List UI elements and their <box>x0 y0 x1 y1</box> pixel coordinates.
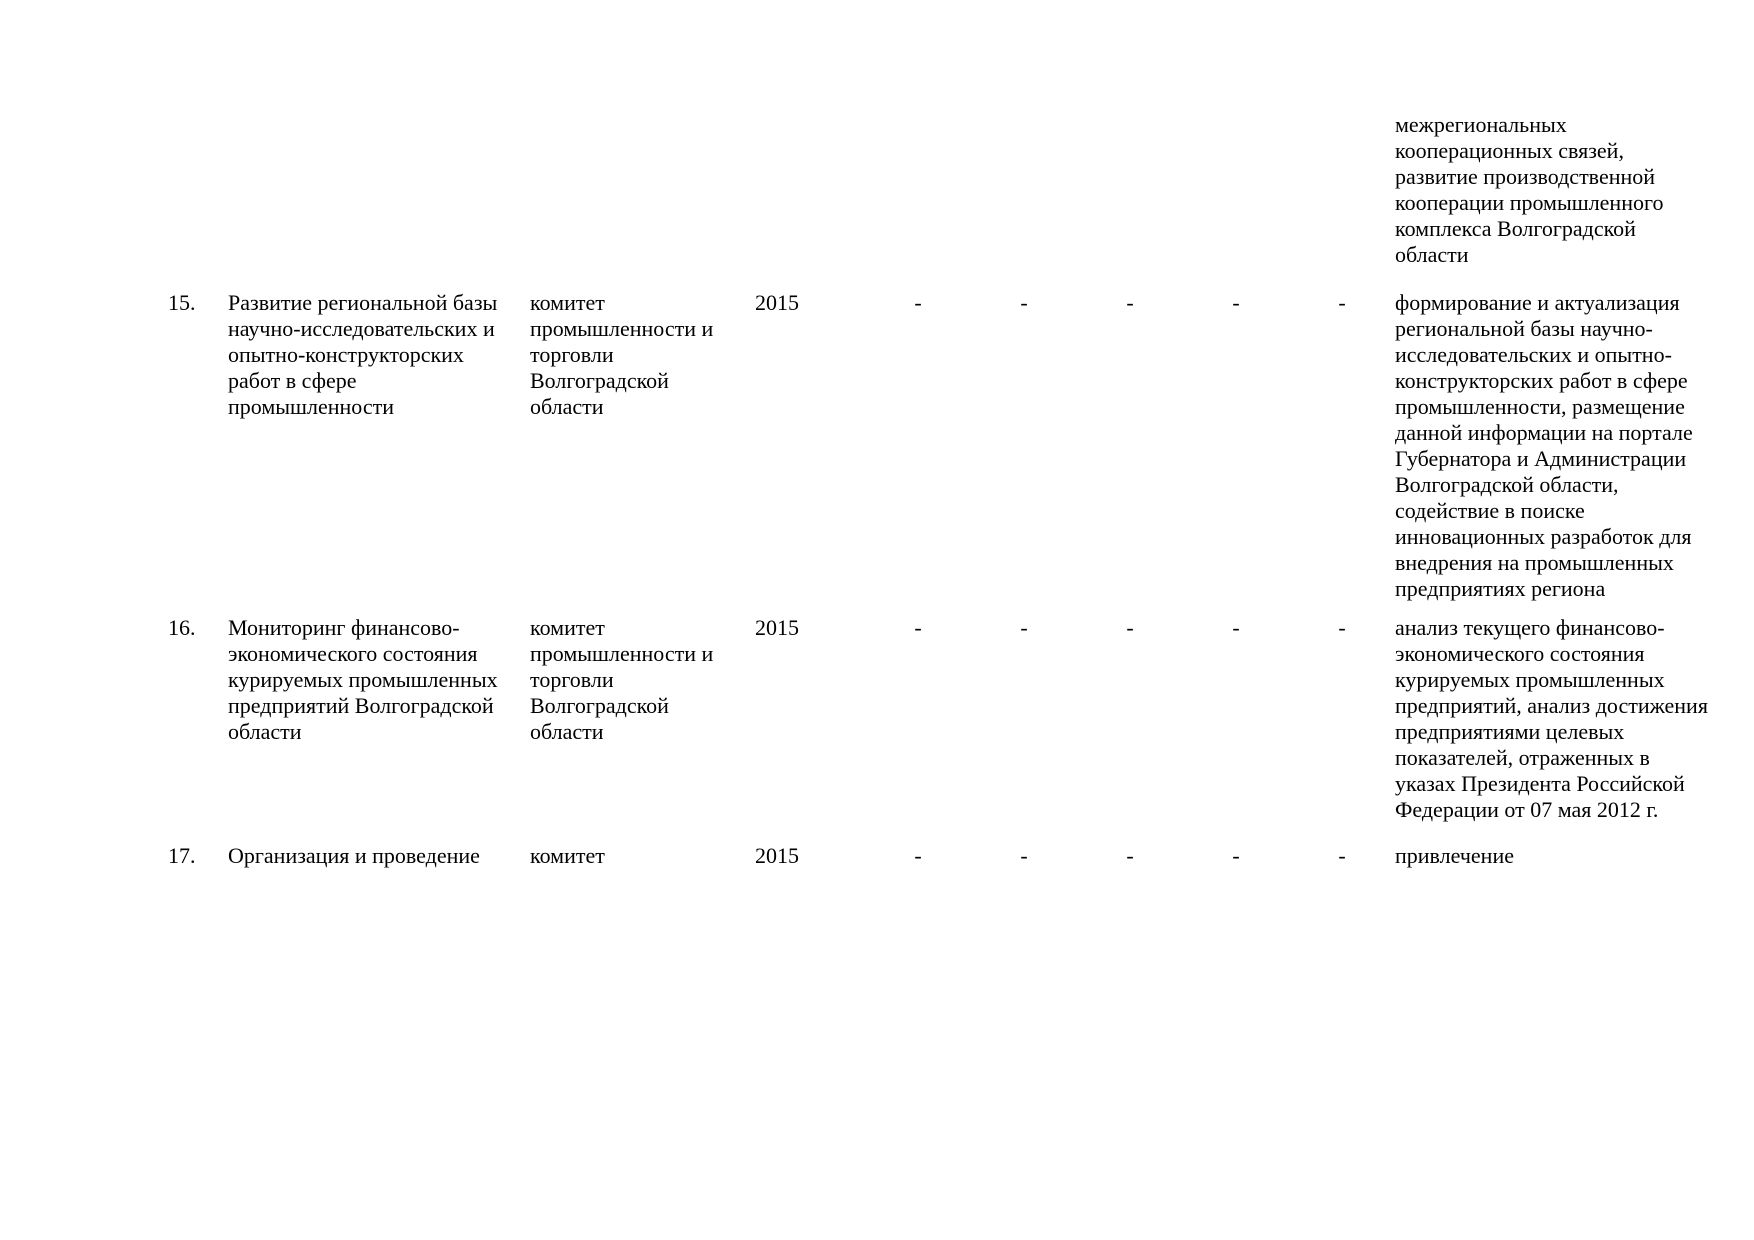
expected-result-cell: привлечение <box>1395 843 1514 868</box>
table-row-continuation <box>168 112 1714 268</box>
value-dash-cell: - <box>1232 615 1240 640</box>
value-dash-cell: - <box>1126 290 1134 315</box>
expected-result-cell: анализ текущего финансово-экономического состояния курируемых промышленных предприятий, анализ достижения предприятиями целевых показателей, отраженных в указах Президента Российской Федерации от 07 мая 2012 г. <box>1395 615 1708 822</box>
value-dash-cell: - <box>914 290 922 315</box>
row-number-cell: 16. <box>168 615 196 640</box>
value-dash-cell: - <box>1126 843 1134 868</box>
value-dash-cell: - <box>914 843 922 868</box>
year-cell: 2015 <box>755 615 799 640</box>
value-dash-cell: - <box>1232 290 1240 315</box>
value-dash-cell: - <box>914 615 922 640</box>
value-dash-cell: - <box>1020 843 1028 868</box>
value-dash-cell: - <box>1338 843 1346 868</box>
row-number-cell: 15. <box>168 290 196 315</box>
expected-result-cell: формирование и актуализация региональной базы научно-исследовательских и опытно-конструкторских работ в сфере промышленности, размещение данной информации на портале Губернатора и Администрации Волгоградской области, содействие в поиске инновационных разработок для внедрения на промышленных предприятиях региона <box>1395 290 1693 601</box>
value-dash-cell: - <box>1020 290 1028 315</box>
table-row-17 <box>168 843 1714 869</box>
value-dash-cell: - <box>1020 615 1028 640</box>
year-cell: 2015 <box>755 290 799 315</box>
expected-result-cell: межрегиональных кооперационных связей, развитие производственной кооперации промышленного комплекса Волгоградской области <box>1395 112 1664 267</box>
executor-cell: комитет промышленности и торговли Волгоградской области <box>530 615 714 744</box>
event-name-cell: Мониторинг финансово-экономического состояния курируемых промышленных предприятий Волгоградской области <box>228 615 498 744</box>
row-number-cell: 17. <box>168 843 196 868</box>
executor-cell: комитет <box>530 843 605 868</box>
value-dash-cell: - <box>1232 843 1240 868</box>
value-dash-cell: - <box>1126 615 1134 640</box>
event-name-cell: Развитие региональной базы научно-исследовательских и опытно-конструкторских работ в сфере промышленности <box>228 290 498 419</box>
event-name-cell: Организация и проведение <box>228 843 480 868</box>
table-row-15 <box>168 290 1714 602</box>
value-dash-cell: - <box>1338 615 1346 640</box>
executor-cell: комитет промышленности и торговли Волгоградской области <box>530 290 714 419</box>
value-dash-cell: - <box>1338 290 1346 315</box>
year-cell: 2015 <box>755 843 799 868</box>
table-row-16 <box>168 615 1714 823</box>
